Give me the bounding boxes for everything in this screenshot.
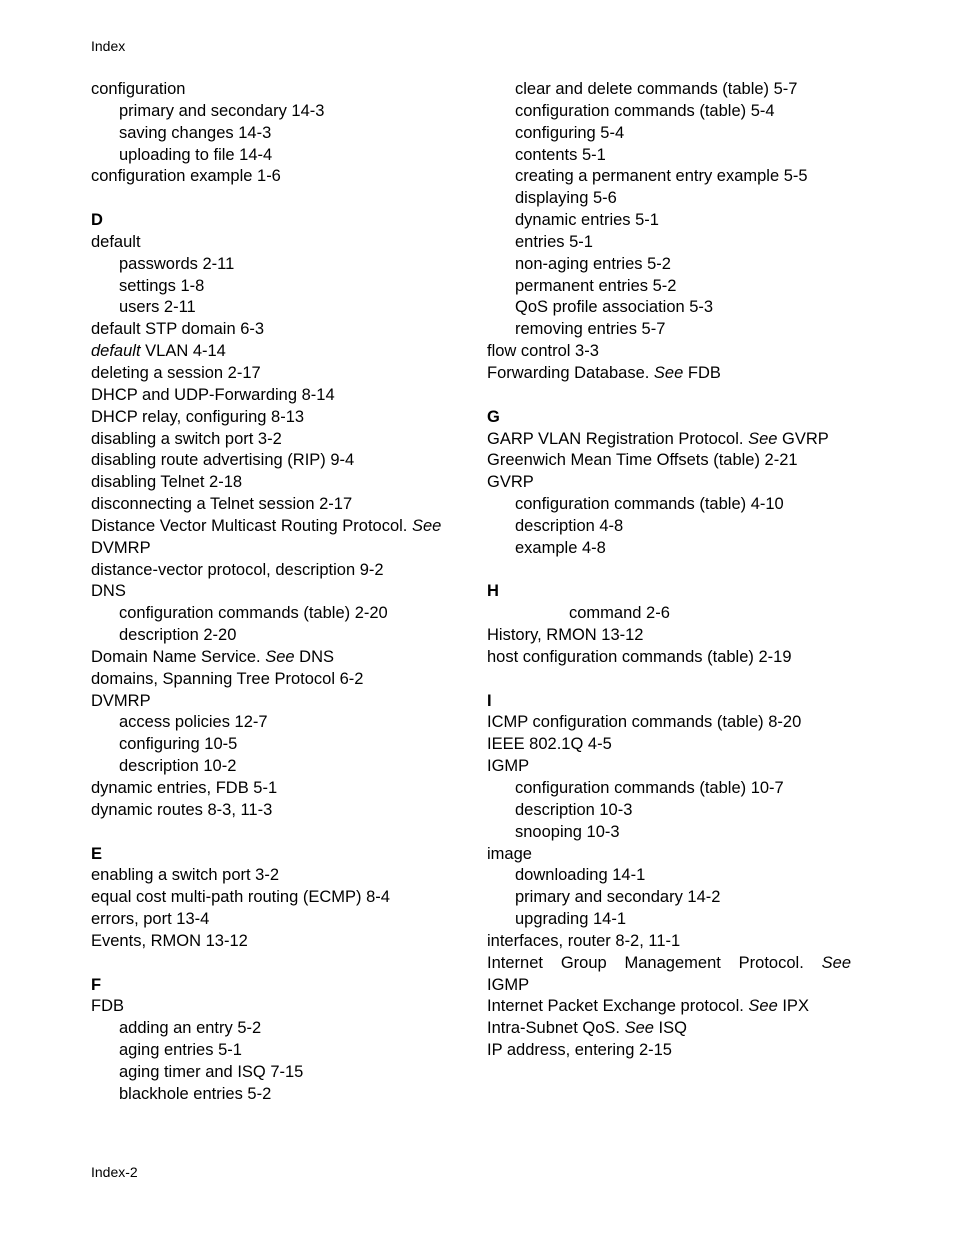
index-subentry: passwords 2-11 [119,254,235,273]
index-subentry: saving changes 14-3 [119,123,272,142]
see-reference: See [624,1019,654,1038]
italic-term: default [91,342,141,361]
entry-word: Management [624,953,721,972]
index-entry: disconnecting a Telnet session 2-17 [91,495,353,514]
index-subentry: QoS profile association 5-3 [515,298,714,317]
index-entry: DVMRP [91,691,151,710]
index-entry: History, RMON 13-12 [487,626,644,645]
index-subentry: description 4-8 [515,516,624,535]
index-subentry: contents 5-1 [515,145,606,164]
index-entry: equal cost multi-path routing (ECMP) 8-4 [91,888,390,907]
index-subentry: downloading 14-1 [515,866,646,885]
index-subentry: creating a permanent entry example 5-5 [515,167,808,186]
index-subentry: uploading to file 14-4 [119,145,273,164]
see-reference: See [821,953,851,972]
entry-text: Distance Vector Multicast Routing Protocol. [91,516,412,535]
index-entry: enabling a switch port 3-2 [91,866,280,885]
index-subentry: dynamic entries 5-1 [515,211,659,230]
index-entry [91,647,463,669]
index-subentry: configuring 10-5 [119,735,238,754]
index-entry: ICMP configuration commands (table) 8-20 [487,713,802,732]
index-subentry: description 2-20 [119,626,237,645]
index-entry [91,516,463,538]
index-entry: interfaces, router 8-2, 11-1 [487,931,681,950]
see-target: ISQ [653,1019,687,1038]
index-entry-continuation: IGMP [487,975,530,994]
index-entry: disabling route advertising (RIP) 9-4 [91,451,355,470]
index-entry: dynamic routes 8-3, 11-3 [91,800,273,819]
index-subentry: configuration commands (table) 10-7 [515,779,784,797]
index-entry [487,1018,851,1040]
index-subentry: description 10-3 [515,800,633,819]
index-entry [487,429,851,451]
section-letter-i: I [487,691,492,710]
index-entry: configuration example 1-6 [91,167,281,186]
index-subentry: adding an entry 5-2 [119,1019,262,1038]
index-entry: flow control 3-3 [487,342,599,361]
index-subentry: clear and delete commands (table) 5-7 [515,80,798,98]
index-subentry: snooping 10-3 [515,822,620,841]
index-entry [487,953,851,975]
index-subentry: configuration commands (table) 5-4 [515,101,775,120]
index-entry: Events, RMON 13-12 [91,931,248,950]
index-subentry: permanent entries 5-2 [515,276,677,295]
index-entry: domains, Spanning Tree Protocol 6-2 [91,669,364,688]
entry-word: Group [560,953,607,972]
index-entry: DNS [91,582,126,601]
index-subentry: primary and secondary 14-3 [119,101,325,120]
index-subentry: entries 5-1 [515,232,593,251]
entry-text: Internet Packet Exchange protocol. [487,997,749,1016]
index-subentry: removing entries 5-7 [515,320,666,339]
section-letter-f: F [91,975,102,994]
entry-text: Forwarding Database. [487,363,654,382]
index-entry [487,996,851,1018]
index-entry: host configuration commands (table) 2-19 [487,647,792,666]
section-letter-e: E [91,844,103,863]
index-entry [487,363,851,385]
index-subentry: configuring 5-4 [515,123,625,142]
index-subentry: settings 1-8 [119,276,205,295]
index-entry: image [487,844,532,863]
see-reference: See [748,997,778,1016]
index-entry: disabling Telnet 2-18 [91,473,243,492]
entry-text: VLAN 4-14 [140,342,226,361]
index-entry: errors, port 13-4 [91,910,210,929]
index-subentry: command 2-6 [569,604,670,623]
see-target: GVRP [777,429,829,448]
index-entry: deleting a session 2-17 [91,363,261,382]
index-entry [91,341,463,363]
see-reference: See [748,429,778,448]
index-entry: IEEE 802.1Q 4-5 [487,735,612,754]
index-entry: dynamic entries, FDB 5-1 [91,779,278,797]
index-entry: default [91,232,141,251]
index-subentry: example 4-8 [515,538,606,557]
index-entry: IP address, entering 2-15 [487,1041,672,1060]
see-reference: See [411,516,442,535]
index-subentry: primary and secondary 14-2 [515,888,721,907]
index-subentry: non-aging entries 5-2 [515,254,671,273]
page-number: Index-2 [91,1164,138,1180]
entry-text: Intra-Subnet QoS. [487,1019,625,1038]
index-subentry: configuration commands (table) 4-10 [515,495,784,514]
index-subentry: displaying 5-6 [515,189,617,208]
entry-text: GARP VLAN Registration Protocol. [487,429,749,448]
index-subentry: users 2-11 [119,298,196,317]
index-entry: Greenwich Mean Time Offsets (table) 2-21 [487,451,798,470]
section-letter-d: D [91,211,103,230]
index-entry: distance-vector protocol, description 9-2 [91,560,384,579]
index-column-left [91,79,463,1106]
index-entry: default STP domain 6-3 [91,320,265,339]
index-entry: FDB [91,997,124,1016]
index-subentry: aging timer and ISQ 7-15 [119,1062,304,1081]
see-target: DNS [294,647,335,666]
index-column-right [487,79,851,1062]
see-reference: See [265,647,295,666]
index-entry: configuration [91,80,186,98]
index-entry-continuation: DVMRP [91,538,151,557]
see-reference: See [653,363,684,382]
index-subentry: blackhole entries 5-2 [119,1084,272,1103]
section-letter-h: H [487,582,499,601]
entry-word: Protocol. [738,953,804,972]
entry-word: Internet [487,953,543,972]
index-subentry: configuration commands (table) 2-20 [119,604,388,623]
index-subentry: description 10-2 [119,757,237,776]
see-target: IPX [777,997,809,1016]
index-entry: GVRP [487,473,534,492]
see-target: FDB [683,363,721,382]
index-subentry: access policies 12-7 [119,713,268,732]
index-subentry: upgrading 14-1 [515,910,627,929]
index-entry: IGMP [487,757,530,776]
section-letter-g: G [487,407,500,426]
running-head: Index [91,38,126,54]
entry-text: Domain Name Service. [91,647,266,666]
index-entry: disabling a switch port 3-2 [91,429,282,448]
index-entry: DHCP and UDP-Forwarding 8-14 [91,385,335,404]
index-subentry: aging entries 5-1 [119,1041,242,1060]
index-entry: DHCP relay, configuring 8-13 [91,407,305,426]
